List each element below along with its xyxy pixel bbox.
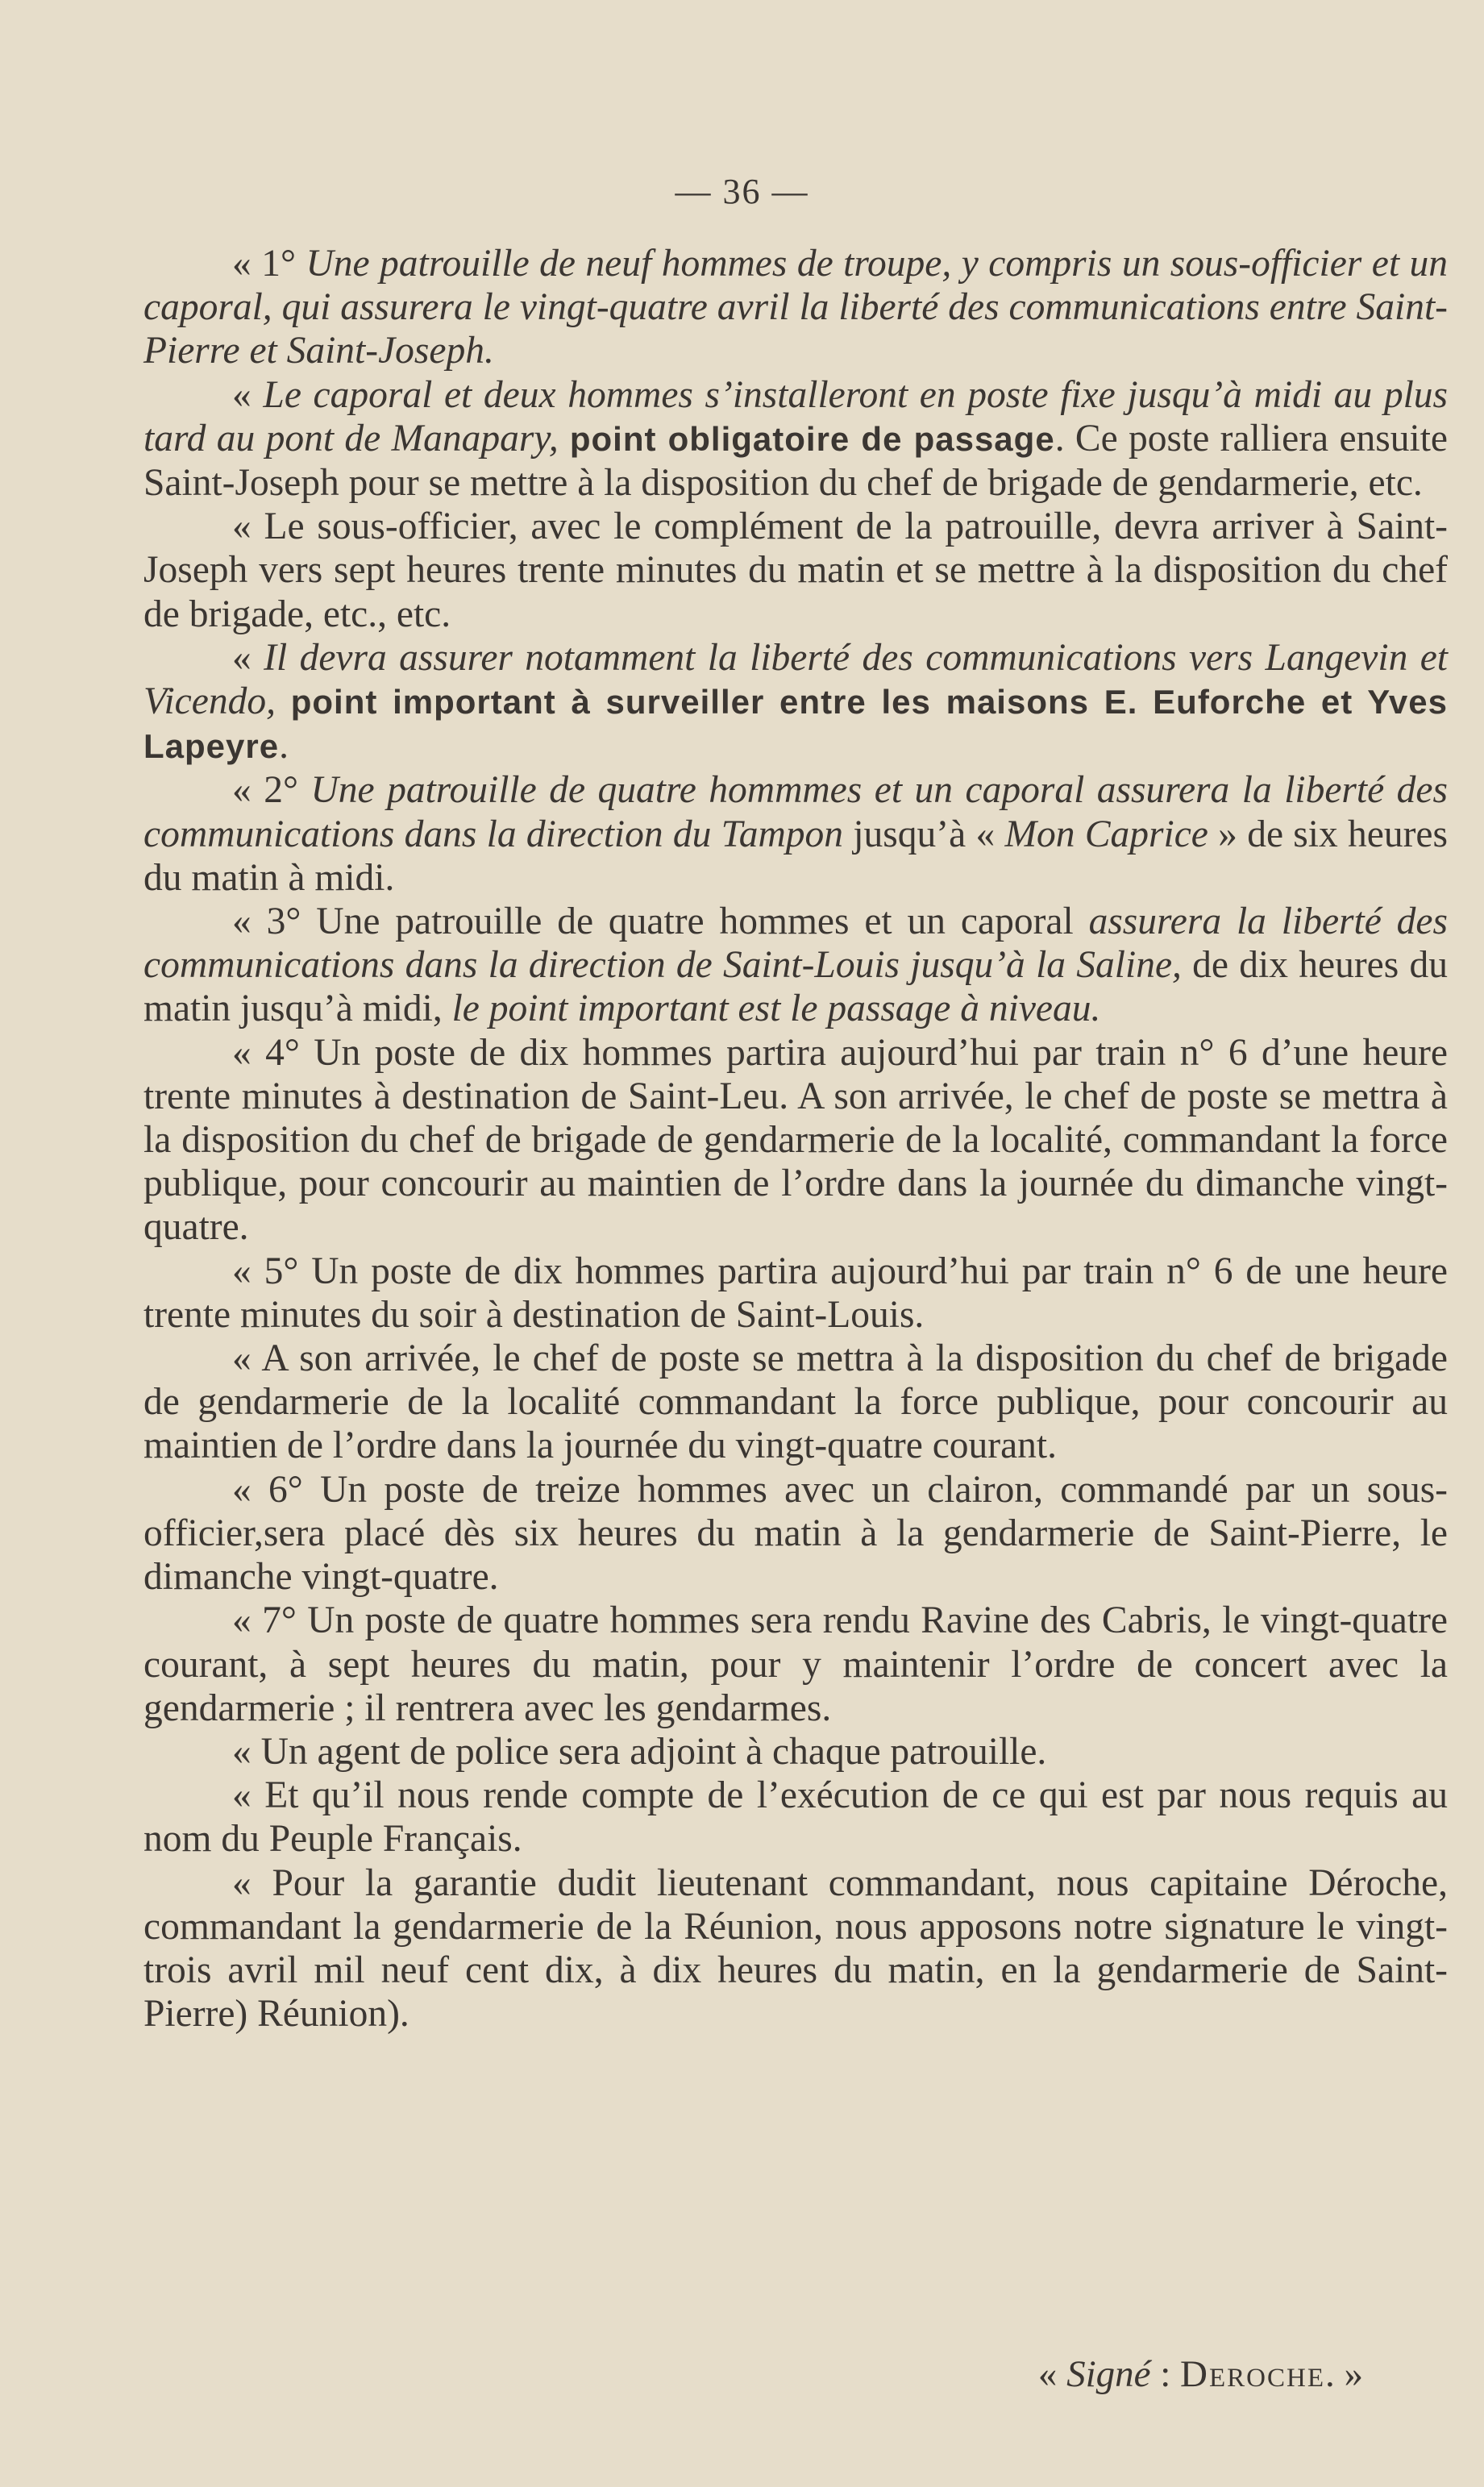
paragraph	[143, 768, 1448, 900]
text-segment: « Pour la garantie dudit lieutenant commandant, nous capitaine Déroche, commandant la gendarmerie de la Réunion, nous apposons notre signature le vingt-trois avril mil neuf cent dix, à dix heures du matin, en la gendarmerie de Saint-Pierre) Réunion).	[143, 1861, 1448, 2036]
text-segment: « 5° Un poste de dix hommes partira aujourd’hui par train n° 6 de une heure trente minutes du soir à destination de Saint-Louis.	[143, 1250, 1448, 1336]
signature-colon: :	[1150, 2353, 1181, 2395]
paragraph	[143, 1031, 1448, 1250]
paragraph	[143, 1337, 1448, 1468]
text-segment: point obligatoire de passage	[558, 419, 1055, 458]
text-segment: «	[232, 373, 264, 416]
body-text	[143, 242, 1448, 2036]
text-segment: de dix heures du matin jusqu’à midi,	[143, 944, 1449, 1030]
text-segment: assurera la liberté des communications dans la direction de Saint-Louis jusqu’à la Saline,	[143, 900, 1448, 987]
text-segment: .	[279, 725, 289, 767]
text-segment: » de six heures du matin à midi.	[143, 813, 1448, 899]
signature-open-quote: «	[1037, 2353, 1067, 2395]
text-segment: Une patrouille de quatre hommmes et un caporal assurera la liberté des communications dans la direction du Tampon	[143, 769, 1448, 855]
text-segment: Une patrouille de neuf hommes de troupe, y compris un sous-officier et un caporal, qui assurera le vingt-quatre avril la liberté des communications entre Saint-Pierre et Saint-Joseph.	[143, 243, 1448, 372]
paragraph	[143, 1861, 1448, 2036]
text-segment: . Ce poste ralliera ensuite Saint-Joseph pour se mettre à la disposition du chef de brigade de gendarmerie, etc.	[143, 417, 1448, 505]
text-segment: «	[232, 636, 264, 679]
signature-close-quote: . »	[1325, 2353, 1363, 2395]
paragraph	[143, 373, 1448, 505]
text-segment: point important à surveiller entre les maisons E. Euforche et Yves Lapeyre	[143, 683, 1448, 766]
text-segment: « Et qu’il nous rende compte de l’exécution de ce qui est par nous requis au nom du Peuple Français.	[143, 1774, 1448, 1861]
text-segment: le point important est le passage à niveau.	[451, 988, 1101, 1030]
text-segment: Mon Caprice	[1004, 813, 1208, 855]
paragraph	[143, 1599, 1448, 1730]
text-segment: « Un agent de police sera adjoint à chaque patrouille.	[232, 1730, 1047, 1773]
text-segment: « A son arrivée, le chef de poste se mettra à la disposition du chef de brigade de gendarmerie de la localité commandant la force publique, pour concourir au maintien de l’ordre dans la journée du vingt-quatre courant.	[143, 1337, 1448, 1467]
signature-line	[1038, 2352, 1363, 2396]
text-segment: « 2°	[232, 769, 311, 812]
paragraph	[143, 242, 1448, 373]
text-segment: « 6° Un poste de treize hommes avec un clairon, commandé par un sous-officier,sera placé dès six heures du matin à la gendarmerie de Saint-Pierre, le dimanche vingt-quatre.	[143, 1468, 1448, 1599]
text-segment: Le caporal et deux hommes s’installeront en poste fixe jusqu’à midi au plus tard au pont de Manapary,	[143, 373, 1449, 460]
paragraph	[143, 1250, 1448, 1337]
text-segment: Il devra assurer notamment la liberté des communications vers Langevin et Vicendo,	[143, 636, 1448, 723]
paragraph	[143, 636, 1448, 769]
text-segment: jusqu’à «	[843, 813, 1005, 855]
text-segment: « 1°	[232, 243, 306, 285]
paragraph	[143, 900, 1448, 1031]
paragraph	[143, 1774, 1448, 1861]
signature-signed-label: Signé	[1066, 2353, 1151, 2395]
text-segment: « 4° Un poste de dix hommes partira aujourd’hui par train n° 6 d’une heure trente minutes à destination de Saint-Leu. A son arrivée, le chef de poste se mettra à la disposition du chef de brigade de gendarmerie de la localité, commandant la force publique, pour concourir au maintien de l’ordre dans la journée du dimanche vingt-quatre.	[143, 1031, 1448, 1249]
paragraph	[143, 505, 1448, 636]
text-segment: « 7° Un poste de quatre hommes sera rendu Ravine des Cabris, le vingt-quatre courant, à sept heures du matin, pour y maintenir l’ordre de concert avec la gendarmerie ; il rentrera avec les gendarmes.	[143, 1599, 1448, 1729]
page-number: — 36 —	[675, 172, 809, 211]
signature-name: Deroche	[1180, 2353, 1325, 2395]
text-segment: « 3° Une patrouille de quatre hommes et un caporal	[232, 900, 1089, 943]
paragraph	[143, 1730, 1448, 1774]
text-segment: « Le sous-officier, avec le complément de la patrouille, devra arriver à Saint-Joseph vers sept heures trente minutes du matin et se mettre à la disposition du chef de brigade, etc., etc.	[143, 505, 1448, 635]
paragraph	[143, 1468, 1448, 1599]
